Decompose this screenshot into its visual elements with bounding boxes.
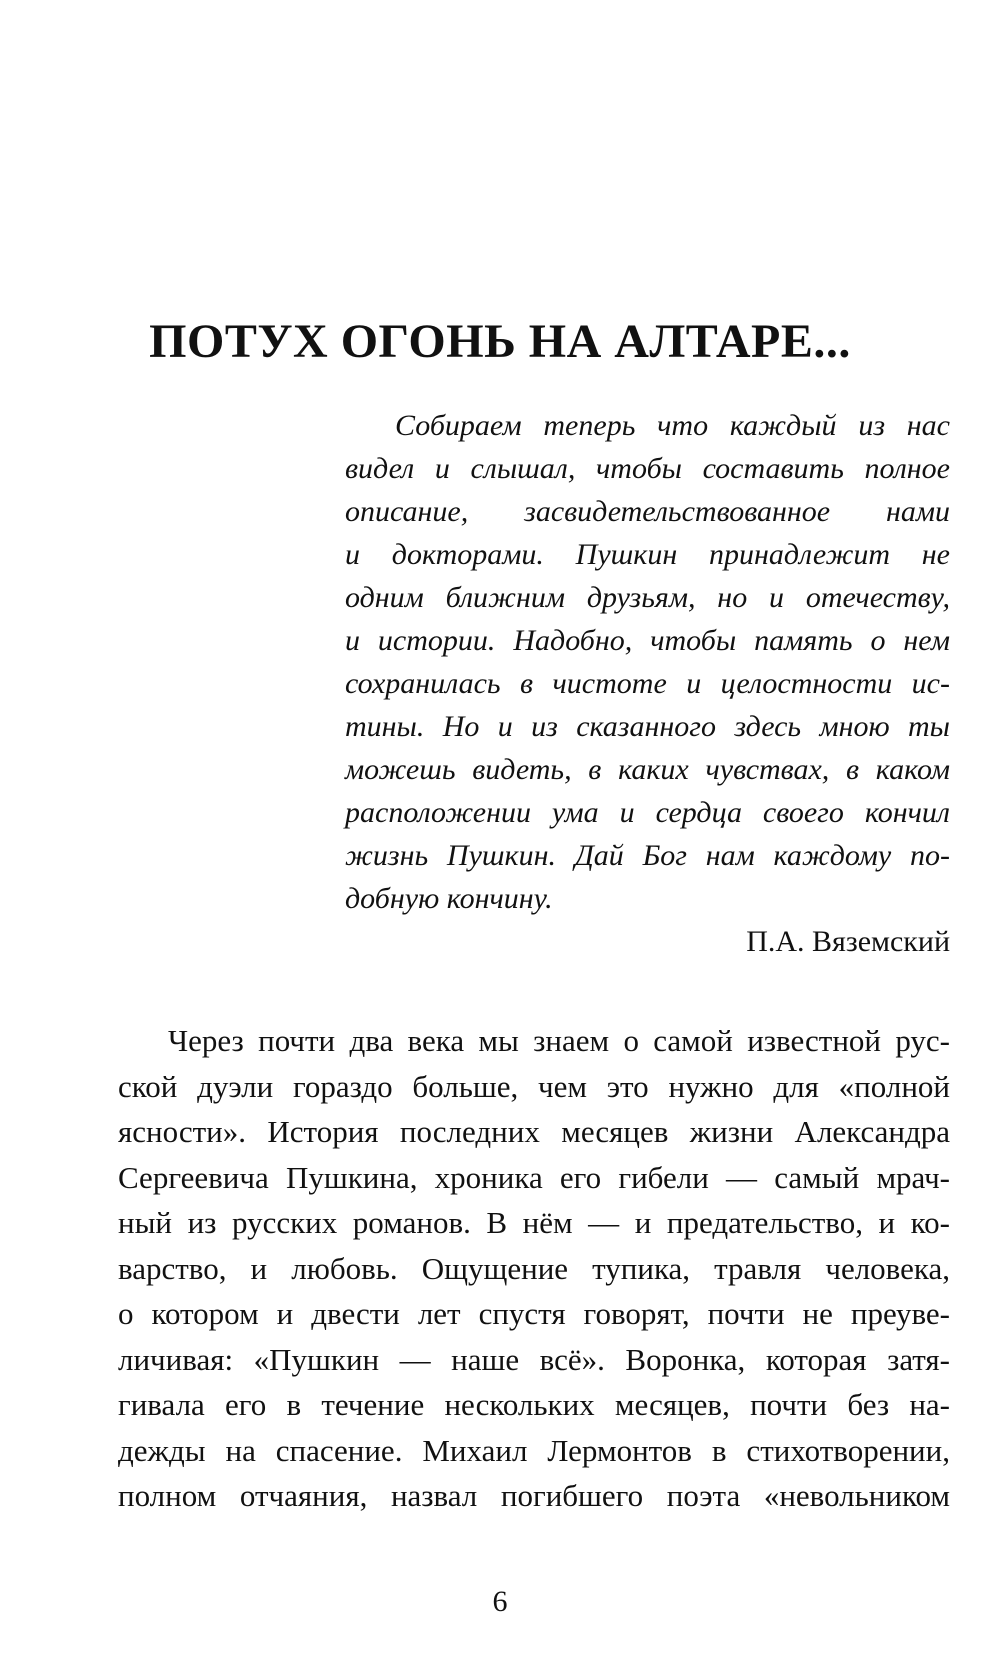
- epigraph-line: видел и слышал, чтобы составить полное: [345, 452, 950, 485]
- epigraph: [345, 404, 950, 963]
- body-line: ской дуэли гораздо больше, чем это нужно для «полной: [118, 1068, 950, 1104]
- body-line: Через почти два века мы знаем о самой известной рус-: [168, 1023, 950, 1058]
- epigraph-line: добную кончину.: [345, 882, 553, 915]
- body-line: о котором и двести лет спустя говорят, почти не преуве-: [118, 1296, 950, 1331]
- epigraph-line: сохранилась в чистоте и целостности ис-: [345, 667, 950, 700]
- body-line: дежды на спасение. Михаил Лермонтов в стихотворении,: [118, 1432, 950, 1468]
- epigraph-line: жизнь Пушкин. Дай Бог нам каждому по-: [345, 839, 950, 872]
- body-line: гивала его в течение нескольких месяцев, почти без на-: [118, 1387, 950, 1422]
- epigraph-line: расположении ума и сердца своего кончил: [345, 796, 950, 829]
- page-number: 6: [492, 1585, 508, 1618]
- epigraph-line: можешь видеть, в каких чувствах, в каком: [345, 753, 950, 786]
- epigraph-line: описание, засвидетельствованное нами: [345, 495, 950, 528]
- epigraph-author: П.А. Вяземский: [746, 925, 950, 958]
- body-line: личивая: «Пушкин — наше всё». Воронка, которая затя-: [118, 1341, 950, 1377]
- body-line: ясности». История последних месяцев жизни Александра: [118, 1114, 950, 1149]
- epigraph-line: и истории. Надобно, чтобы память о нем: [345, 624, 950, 657]
- epigraph-line: тины. Но и из сказанного здесь мною ты: [345, 710, 950, 743]
- body-line: ный из русских романов. В нём — и предательство, и ко-: [118, 1205, 950, 1240]
- body-line: Сергеевича Пушкина, хроника его гибели — самый мрач-: [118, 1159, 950, 1195]
- epigraph-line: одним ближним друзьям, но и отечеству,: [345, 581, 950, 614]
- epigraph-line: и докторами. Пушкин принадлежит не: [345, 538, 950, 571]
- body-line: полном отчаяния, назвал погибшего поэта «невольником: [118, 1478, 950, 1513]
- chapter-title: ПОТУХ ОГОНЬ НА АЛТАРЕ...: [149, 315, 851, 368]
- body-line: варство, и любовь. Ощущение тупика, травля человека,: [118, 1250, 950, 1286]
- body-paragraph: [118, 1018, 950, 1519]
- epigraph-line: Собираем теперь что каждый из нас: [395, 409, 950, 442]
